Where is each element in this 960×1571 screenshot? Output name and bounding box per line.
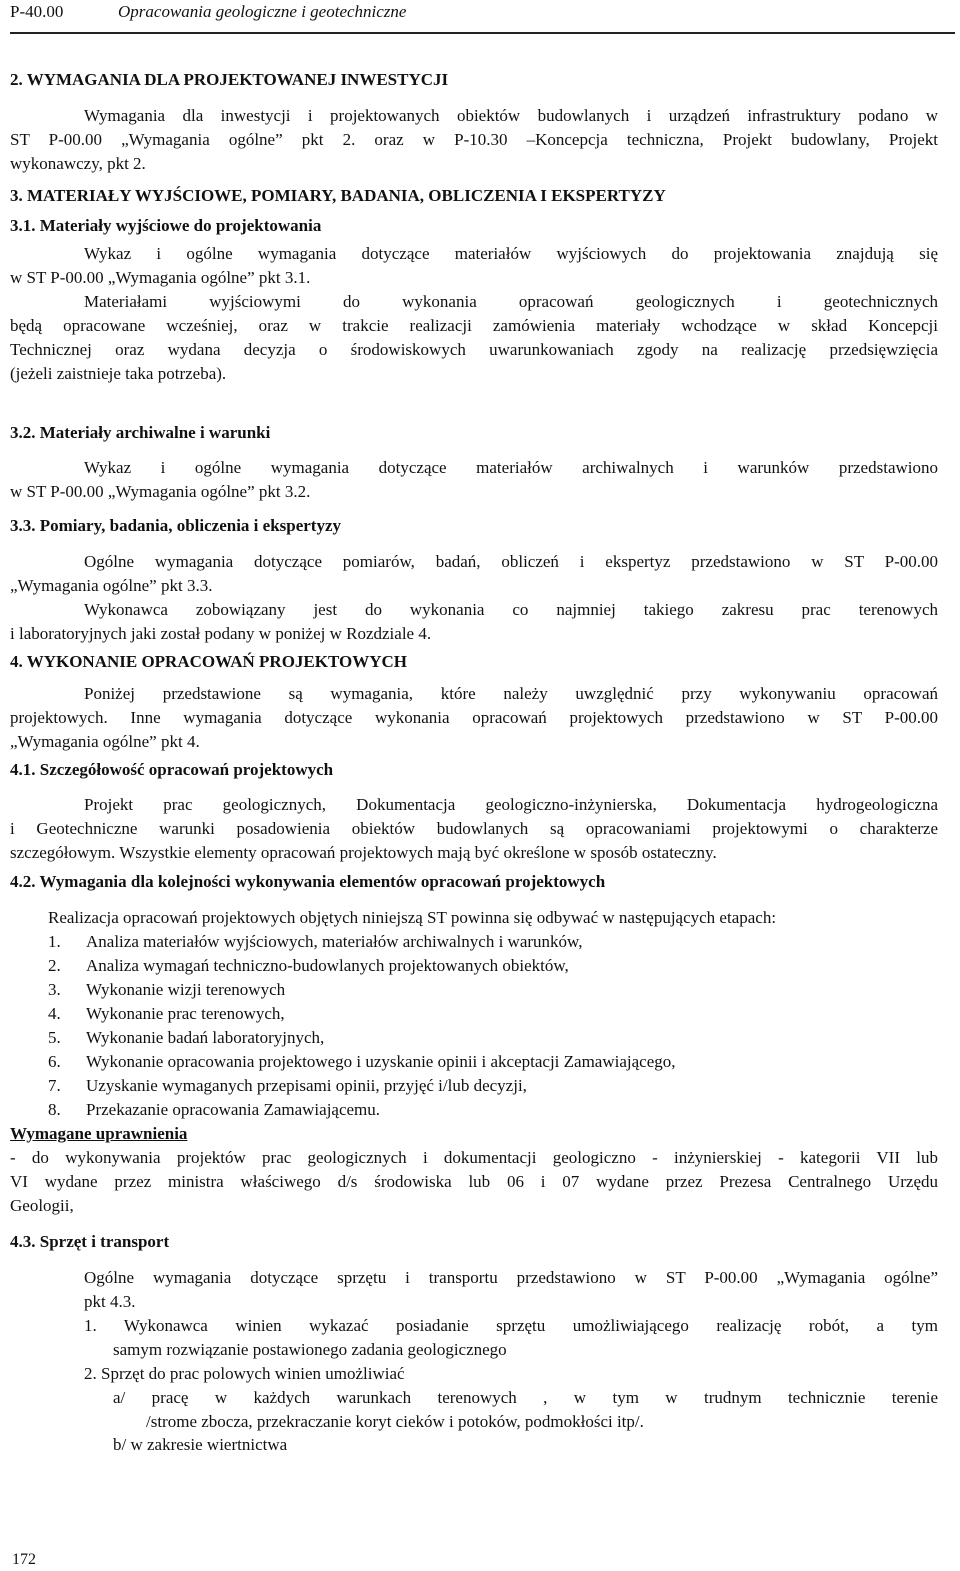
section-4-2-intro: Realizacja opracowań projektowych objętych niniejszą ST powinna się odbywać w następujących etapach: [48, 908, 777, 927]
page-number: 172 [12, 1551, 36, 1568]
list-item [48, 1098, 380, 1121]
section-3-1-text-line: będą opracowane wcześniej, oraz w trakcie realizacji zamówienia materiały wchodzące w skład Koncepcji [10, 316, 938, 335]
list-item-number: 7. [48, 1076, 61, 1095]
section-3-1-text-line: Materiałami wyjściowymi do wykonania opracowań geologicznych i geotechnicznych [84, 292, 938, 311]
list-item-number: 5. [48, 1028, 61, 1047]
list-item-text: Analiza materiałów wyjściowych, materiałów archiwalnych i warunków, [86, 932, 583, 951]
section-3-heading: 3. MATERIAŁY WYJŚCIOWE, POMIARY, BADANIA, OBLICZENIA I EKSPERTYZY [10, 186, 666, 205]
list-item [48, 954, 569, 977]
section-2-text-line: wykonawczy, pkt 2. [10, 154, 146, 173]
section-4-3-item-1-line: samym rozwiązanie postawionego zadania geologicznego [113, 1340, 507, 1359]
section-3-3-heading: 3.3. Pomiary, badania, obliczenia i ekspertyzy [10, 516, 342, 535]
header-divider [10, 32, 955, 34]
section-4-text-line: projektowych. Inne wymagania dotyczące wykonania opracowań projektowych przedstawiono w ST P-00.00 [10, 708, 938, 727]
section-3-1-text-line: (jeżeli zaistnieje taka potrzeba). [10, 364, 227, 383]
list-item-text: Wykonanie wizji terenowych [86, 980, 286, 999]
requirements-text-line: - do wykonywania projektów prac geologicznych i dokumentacji geologiczno - inżynierskiej - kategorii VII lub [10, 1148, 938, 1167]
section-4-3-item-2: 2. Sprzęt do prac polowych winien umożliwiać [84, 1364, 405, 1383]
list-item-number: 1. [48, 932, 61, 951]
list-item [48, 978, 285, 1001]
list-item-text: Wykonanie prac terenowych, [86, 1004, 285, 1023]
section-3-1-heading: 3.1. Materiały wyjściowe do projektowania [10, 216, 322, 235]
section-4-3-text-line: pkt 4.3. [84, 1292, 136, 1311]
section-4-3-subitem-a-line: /strome zbocza, przekraczanie koryt cieków i potoków, podmokłości itp/. [146, 1412, 644, 1431]
section-4-1-text-line: Projekt prac geologicznych, Dokumentacja geologiczno-inżynierska, Dokumentacja hydrogeologiczna [84, 795, 938, 814]
list-item-text: Wykonanie badań laboratoryjnych, [86, 1028, 325, 1047]
list-item [48, 1002, 285, 1025]
requirements-heading: Wymagane uprawnienia [10, 1124, 188, 1143]
section-4-3-heading: 4.3. Sprzęt i transport [10, 1232, 170, 1251]
list-item-text: Wykonanie opracowania projektowego i uzyskanie opinii i akceptacji Zamawiającego, [86, 1052, 676, 1071]
section-4-3-subitem-a-line: a/ pracę w każdych warunkach terenowych , w tym w trudnym technicznie terenie [113, 1388, 938, 1407]
section-3-1-text-line: Wykaz i ogólne wymagania dotyczące materiałów wyjściowych do projektowania znajdują się [84, 244, 938, 263]
section-2-heading: 2. WYMAGANIA DLA PROJEKTOWANEJ INWESTYCJI [10, 70, 449, 89]
requirements-text-line: Geologii, [10, 1196, 74, 1215]
section-4-3-subitem-b: b/ w zakresie wiertnictwa [113, 1435, 288, 1454]
list-item-number: 2. [48, 956, 61, 975]
section-3-1-text-line: w ST P-00.00 „Wymagania ogólne” pkt 3.1. [10, 268, 311, 287]
section-4-heading: 4. WYKONANIE OPRACOWAŃ PROJEKTOWYCH [10, 652, 408, 671]
section-3-2-heading: 3.2. Materiały archiwalne i warunki [10, 423, 271, 442]
list-item [48, 1074, 527, 1097]
section-4-1-text-line: i Geotechniczne warunki posadowienia obiektów budowlanych są opracowaniami projektowymi o charakterze [10, 819, 938, 838]
list-item-number: 4. [48, 1004, 61, 1023]
section-4-3-text-line: Ogólne wymagania dotyczące sprzętu i transportu przedstawiono w ST P-00.00 „Wymagania ogólne” [84, 1268, 938, 1287]
section-3-3-text-line: Wykonawca zobowiązany jest do wykonania co najmniej takiego zakresu prac terenowych [84, 600, 938, 619]
list-item [48, 930, 582, 953]
section-3-3-text-line: Ogólne wymagania dotyczące pomiarów, badań, obliczeń i ekspertyz przedstawiono w ST P-00.00 [84, 552, 938, 571]
section-4-2-heading: 4.2. Wymagania dla kolejności wykonywania elementów opracowań projektowych [10, 872, 606, 891]
header-code: P-40.00 [10, 2, 64, 21]
page-header [10, 0, 950, 26]
list-item-number: 8. [48, 1100, 61, 1119]
list-item-number: 6. [48, 1052, 61, 1071]
section-3-2-text-line: Wykaz i ogólne wymagania dotyczące materiałów archiwalnych i warunków przedstawiono [84, 458, 938, 477]
section-2-text-line: Wymagania dla inwestycji i projektowanych obiektów budowlanych i urządzeń infrastruktury podano w [84, 106, 938, 125]
requirements-text-line: VI wydane przez ministra właściwego d/s środowiska lub 06 i 07 wydane przez Prezesa Centralnego Urzędu [10, 1172, 938, 1191]
section-3-1-text-line: Technicznej oraz wydana decyzja o środowiskowych uwarunkowaniach zgody na realizację przedsięwzięcia [10, 340, 938, 359]
section-3-2-text-line: w ST P-00.00 „Wymagania ogólne” pkt 3.2. [10, 482, 311, 501]
section-4-1-heading: 4.1. Szczegółowość opracowań projektowych [10, 760, 334, 779]
list-item-number: 3. [48, 980, 61, 999]
section-4-text-line: „Wymagania ogólne” pkt 4. [10, 732, 200, 751]
list-item [48, 1050, 676, 1073]
section-2-text-line: ST P-00.00 „Wymagania ogólne” pkt 2. oraz w P-10.30 –Koncepcja techniczna, Projekt budowlany, Projekt [10, 130, 938, 149]
section-4-text-line: Poniżej przedstawione są wymagania, które należy uwzględnić przy wykonywaniu opracowań [84, 684, 938, 703]
section-4-3-item-1-line: 1. Wykonawca winien wykazać posiadanie sprzętu umożliwiającego realizację robót, a tym [84, 1316, 938, 1335]
section-4-1-text-line: szczegółowym. Wszystkie elementy opracowań projektowych mają być określone w sposób ostateczny. [10, 843, 717, 862]
list-item-text: Analiza wymagań techniczno-budowlanych projektowanych obiektów, [86, 956, 569, 975]
header-title: Opracowania geologiczne i geotechniczne [118, 2, 407, 21]
list-item-text: Uzyskanie wymaganych przepisami opinii, przyjęć i/lub decyzji, [86, 1076, 527, 1095]
requirements-heading-row [10, 1122, 938, 1145]
section-3-3-text-line: „Wymagania ogólne” pkt 3.3. [10, 576, 213, 595]
section-3-3-text-line: i laboratoryjnych jaki został podany w poniżej w Rozdziale 4. [10, 624, 432, 643]
list-item-text: Przekazanie opracowania Zamawiającemu. [86, 1100, 381, 1119]
list-item [48, 1026, 324, 1049]
